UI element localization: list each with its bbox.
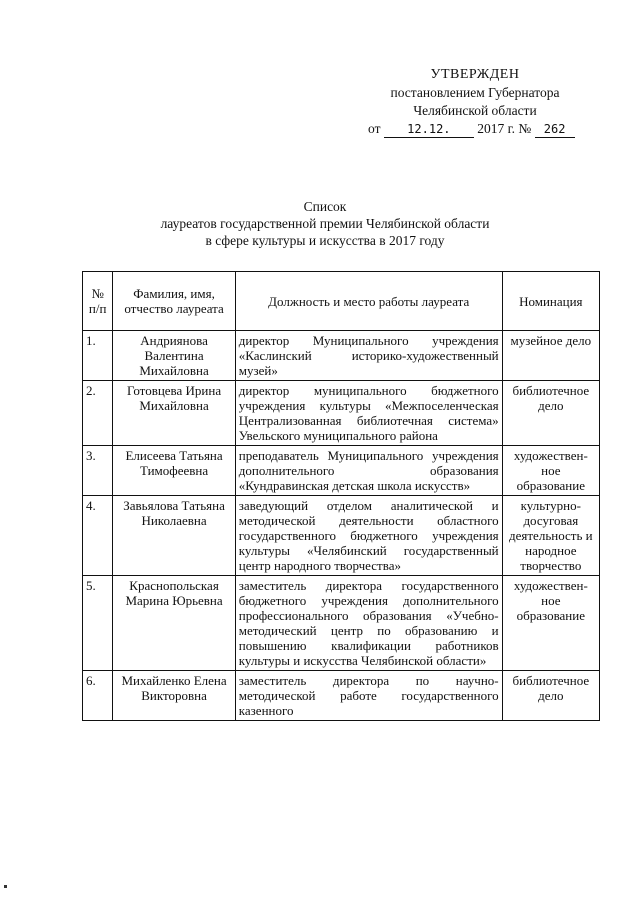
row-name: Андриянова Валентина Михайловна — [113, 331, 235, 381]
row-position: преподаватель Муниципального учреждения дополнительного образования «Кундравинская детская школа искусств» — [235, 446, 502, 496]
row-nomination: культурно-досуговая деятельность и народное творчество — [502, 496, 599, 576]
row-nomination: библиотечное дело — [502, 671, 599, 721]
approval-date-line — [360, 120, 590, 138]
row-num: 5. — [83, 576, 113, 671]
row-position: заместитель директора государственного бюджетного учреждения дополнительного профессионального образования «Учебно-методический центр по образованию и повышению квалификации работников культуры и искусства Челябинской области» — [235, 576, 502, 671]
table-row — [83, 671, 600, 721]
table-row — [83, 496, 600, 576]
year-label: 2017 г. № — [477, 121, 532, 136]
document-title — [100, 198, 550, 249]
row-num: 2. — [83, 381, 113, 446]
scan-speck — [4, 885, 7, 888]
header-nomination: Номинация — [502, 272, 599, 331]
title-line-3: в сфере культуры и искусства в 2017 году — [205, 233, 445, 248]
approval-line-2: Челябинской области — [413, 103, 537, 118]
approval-line-1: постановлением Губернатора — [390, 85, 560, 100]
row-num: 4. — [83, 496, 113, 576]
row-nomination: библиотечное дело — [502, 381, 599, 446]
from-label: от — [368, 121, 381, 136]
row-position: директор муниципального бюджетного учреждения культуры «Межпоселенческая Централизованная библиотечная система» Увельского муниципального района — [235, 381, 502, 446]
row-name: Готовцева Ирина Михайловна — [113, 381, 235, 446]
row-num: 1. — [83, 331, 113, 381]
row-position: директор Муниципального учреждения «Каслинский историко-художественный музей» — [235, 331, 502, 381]
row-nomination: художествен-ное образование — [502, 446, 599, 496]
table-row — [83, 331, 600, 381]
title-line-2: лауреатов государственной премии Челябинской области — [160, 216, 490, 231]
row-name: Завьялова Татьяна Николаевна — [113, 496, 235, 576]
title-line-1: Список — [303, 199, 347, 214]
header-position: Должность и место работы лауреата — [235, 272, 502, 331]
row-name: Краснопольская Марина Юрьевна — [113, 576, 235, 671]
header-name: Фамилия, имя, отчество лауреата — [113, 272, 235, 331]
laureates-table — [82, 271, 600, 721]
row-name: Елисеева Татьяна Тимофеевна — [113, 446, 235, 496]
header-num: № п/п — [83, 272, 113, 331]
table-header-row — [83, 272, 600, 331]
approval-stamp — [360, 66, 590, 138]
row-position: заместитель директора по научно-методической работе государственного казенного — [235, 671, 502, 721]
decree-date: 12.12. — [384, 122, 474, 138]
row-num: 3. — [83, 446, 113, 496]
decree-number: 262 — [535, 122, 575, 138]
row-nomination: музейное дело — [502, 331, 599, 381]
row-name: Михайленко Елена Викторовна — [113, 671, 235, 721]
table-row — [83, 446, 600, 496]
approval-head: УТВЕРЖДЕН — [430, 67, 520, 82]
row-position: заведующий отделом аналитической и методической деятельности областного государственного бюджетного учреждения культуры «Челябинский государственный центр народного творчества» — [235, 496, 502, 576]
table-row — [83, 381, 600, 446]
row-nomination: художествен-ное образование — [502, 576, 599, 671]
table-row — [83, 576, 600, 671]
row-num: 6. — [83, 671, 113, 721]
